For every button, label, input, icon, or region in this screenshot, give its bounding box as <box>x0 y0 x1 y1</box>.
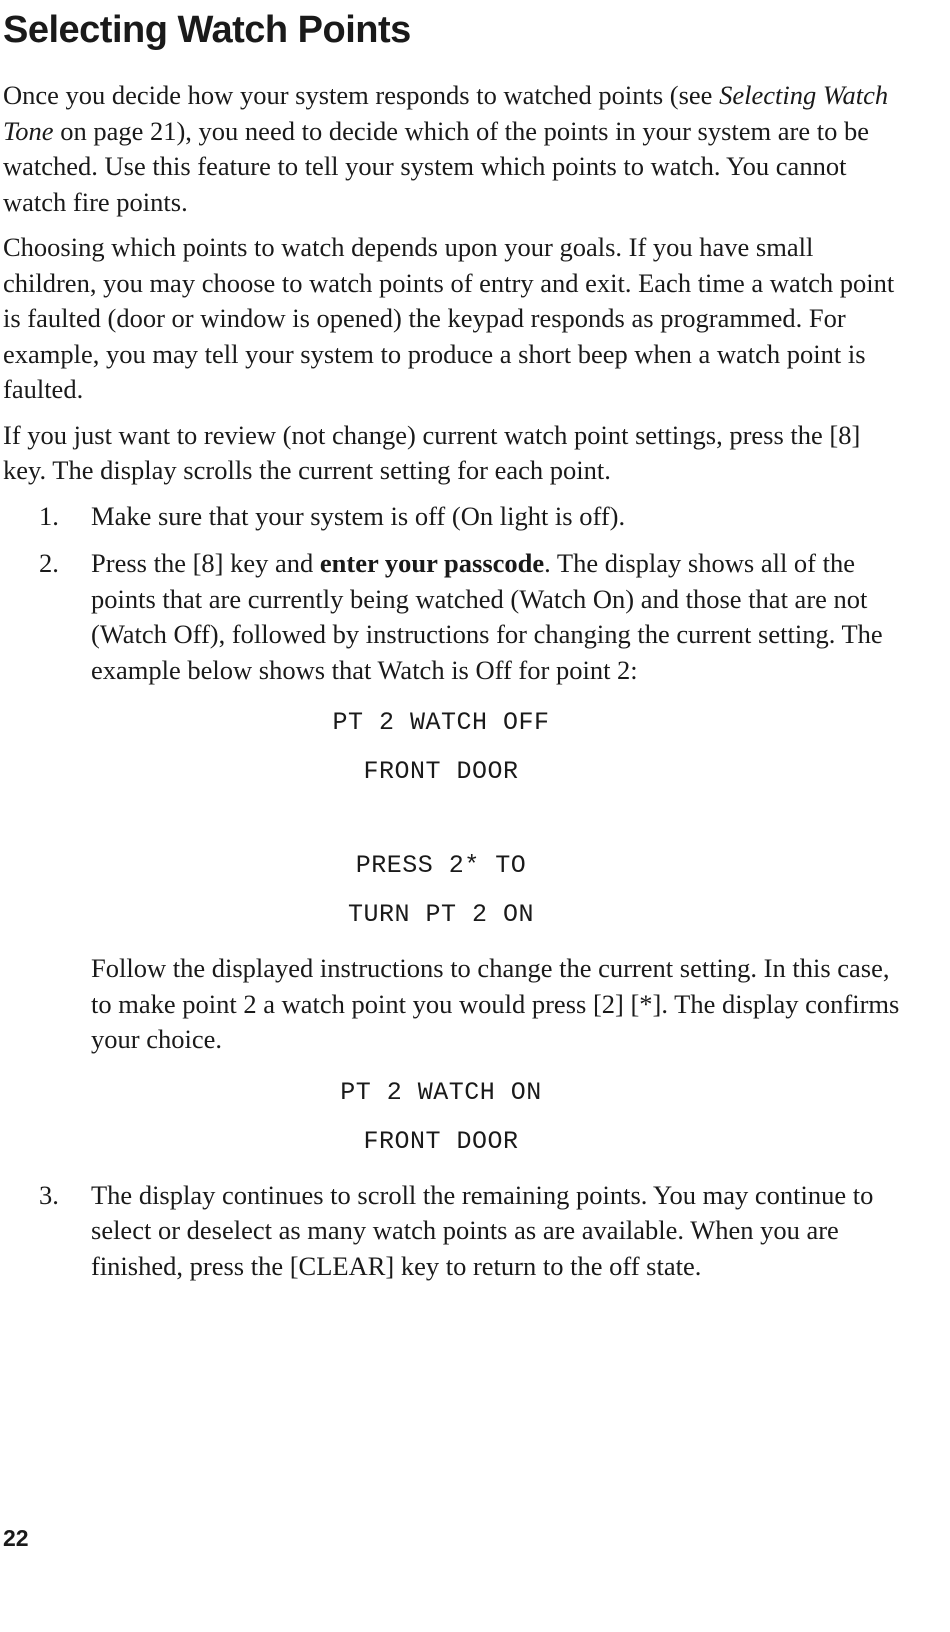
intro-paragraph-1 <box>3 78 903 220</box>
display-line: PT 2 WATCH ON <box>340 1077 542 1107</box>
step-2-text-after: . The display shows all of the points that are currently being watched (Watch On) and those that are not (Watch Off), followed by instructions for changing the current setting. The example below shows that Watch is Off for point 2: <box>91 548 883 685</box>
page-title: Selecting Watch Points <box>3 9 411 51</box>
step-2-text-before: Press the [8] key and <box>91 548 320 578</box>
step-text: Make sure that your system is off (On light is off). <box>91 500 626 531</box>
intro-p1-before: Once you decide how your system responds to watched points (see <box>3 80 720 110</box>
intro-paragraph-3: If you just want to review (not change) current watch point settings, press the [8] key. The display scrolls the current setting for each point. <box>3 419 861 485</box>
step-3 <box>3 1178 903 1285</box>
step-text <box>91 546 903 688</box>
step-2 <box>3 546 903 1166</box>
display-line: FRONT DOOR <box>363 757 519 786</box>
step-2-follow-text: Follow the displayed instructions to change the current setting. In this case, to make point 2 a watch point you would press [2] [*]. The display confirms your choice. <box>91 953 900 1054</box>
intro-p1-after: on page 21), you need to decide which of the points in your system are to be watched. Use this feature to tell your system which points to watch. You cannot watch fire points. <box>3 115 869 217</box>
intro-paragraph-2: Choosing which points to watch depends upon your goals. If you have small children, you may choose to watch points of entry and exit. Each time a watch point is faulted (door or window is opened) the keypad responds as programmed. For example, you may tell your system to produce a short beep when a watch point is faulted. <box>3 232 895 404</box>
step-2-text-bold: enter your passcode <box>319 548 545 578</box>
steps-list <box>3 499 903 1285</box>
body-content <box>3 78 903 1296</box>
page-number: 22 <box>3 1525 29 1551</box>
display-line: PRESS 2* TO <box>355 851 527 880</box>
keypad-display-watch-on <box>91 1068 791 1166</box>
keypad-display-watch-off <box>91 698 791 939</box>
display-line: FRONT DOOR <box>363 1126 519 1156</box>
step-1 <box>3 499 903 535</box>
step-number: 3. <box>39 1179 59 1210</box>
cross-reference: Selecting Watch Tone <box>3 80 889 146</box>
display-spacer <box>91 796 791 841</box>
step-text: The display continues to scroll the remaining points. You may continue to select or deselect as many watch points as are available. When you are finished, press the [CLEAR] key to return to the off state. <box>91 1179 874 1281</box>
step-number: 2. <box>39 548 59 578</box>
display-line: PT 2 WATCH OFF <box>332 708 550 737</box>
step-number: 1. <box>39 500 59 531</box>
display-line: TURN PT 2 ON <box>347 900 535 929</box>
